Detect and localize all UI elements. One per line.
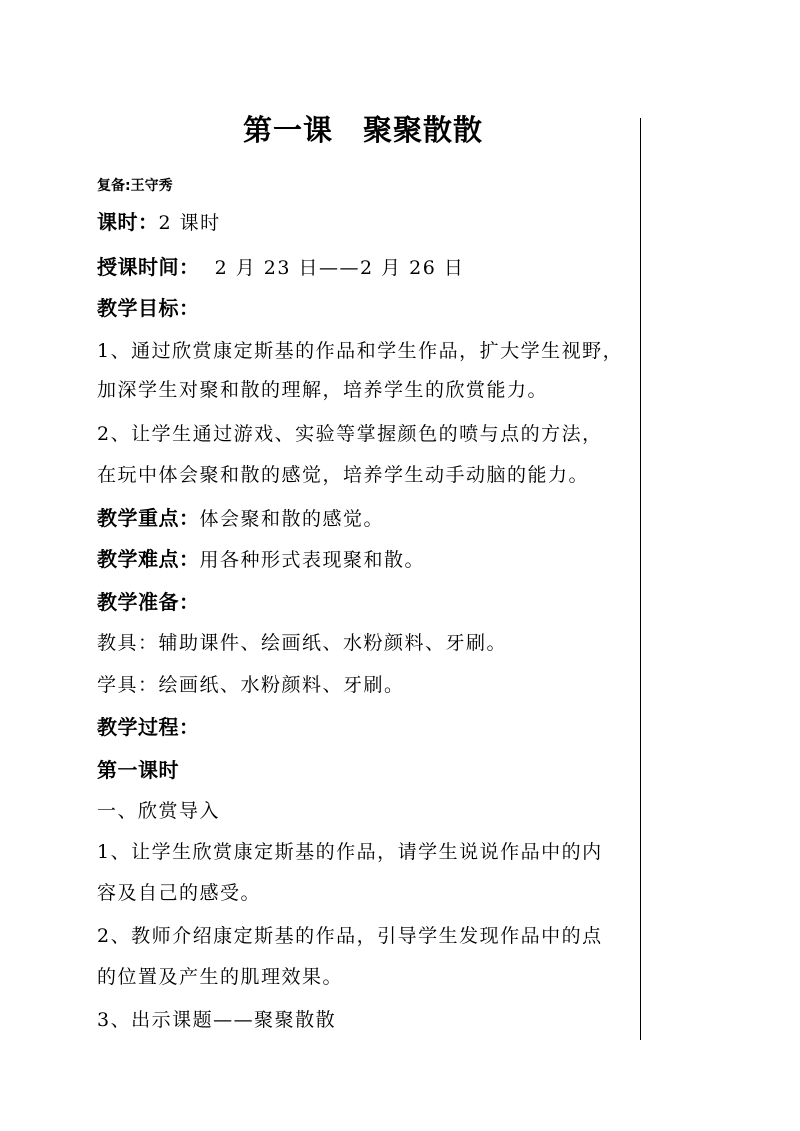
step-1-line-1: 1、让学生欣赏康定斯基的作品，请学生说说作品中的内	[97, 841, 603, 863]
step-2-line-1: 2、教师介绍康定斯基的作品，引导学生发现作品中的点	[97, 925, 603, 947]
review-author-text: 复备:王守秀	[97, 178, 173, 194]
preparation-heading	[97, 588, 200, 617]
class-hours-value: 2 课时	[158, 212, 221, 234]
teaching-period-label: 授课时间：	[97, 255, 200, 279]
class-hours-label: 课时：	[97, 210, 159, 234]
difficult-point-label: 教学难点：	[97, 547, 200, 571]
objective-1-line-1: 1、通过欣赏康定斯基的作品和学生作品，扩大学生视野，	[97, 340, 624, 362]
process-heading	[97, 713, 200, 742]
difficult-point-value: 用各种形式表现聚和散。	[199, 549, 426, 571]
first-period-heading	[97, 756, 179, 785]
key-point-label: 教学重点：	[97, 506, 200, 530]
teacher-materials: 教具：辅助课件、绘画纸、水粉颜料、牙刷。	[97, 632, 508, 654]
difficult-point	[97, 545, 425, 574]
teaching-period-value: 2 月 23 日——2 月 26 日	[199, 257, 465, 279]
objectives-heading-text: 教学目标：	[97, 296, 200, 320]
objective-2-line-2: 在玩中体会聚和散的感觉，培养学生动手动脑的能力。	[97, 464, 590, 486]
first-period-heading-text: 第一课时	[97, 758, 179, 782]
step-2-line-2: 的位置及产生的肌理效果。	[97, 966, 344, 988]
teaching-period	[97, 253, 464, 282]
lesson-title: 第一课 聚聚散散	[242, 113, 483, 147]
process-heading-text: 教学过程：	[97, 715, 200, 739]
key-point	[97, 504, 384, 533]
review-author	[97, 170, 173, 200]
student-materials: 学具：绘画纸、水粉颜料、牙刷。	[97, 674, 405, 696]
objective-2-line-1: 2、让学生通过游戏、实验等掌握颜色的喷与点的方法，	[97, 423, 603, 445]
key-point-value: 体会聚和散的感觉。	[199, 508, 385, 530]
step-1-line-2: 容及自己的感受。	[97, 882, 262, 904]
class-hours	[97, 208, 221, 237]
section-1-heading: 一、欣赏导入	[97, 800, 221, 822]
page-margin-rule	[640, 118, 641, 1040]
preparation-heading-text: 教学准备：	[97, 590, 200, 614]
objective-1-line-2: 加深学生对聚和散的理解，培养学生的欣赏能力。	[97, 379, 549, 401]
step-3: 3、出示课题——聚聚散散	[97, 1009, 337, 1031]
objectives-heading	[97, 294, 200, 323]
